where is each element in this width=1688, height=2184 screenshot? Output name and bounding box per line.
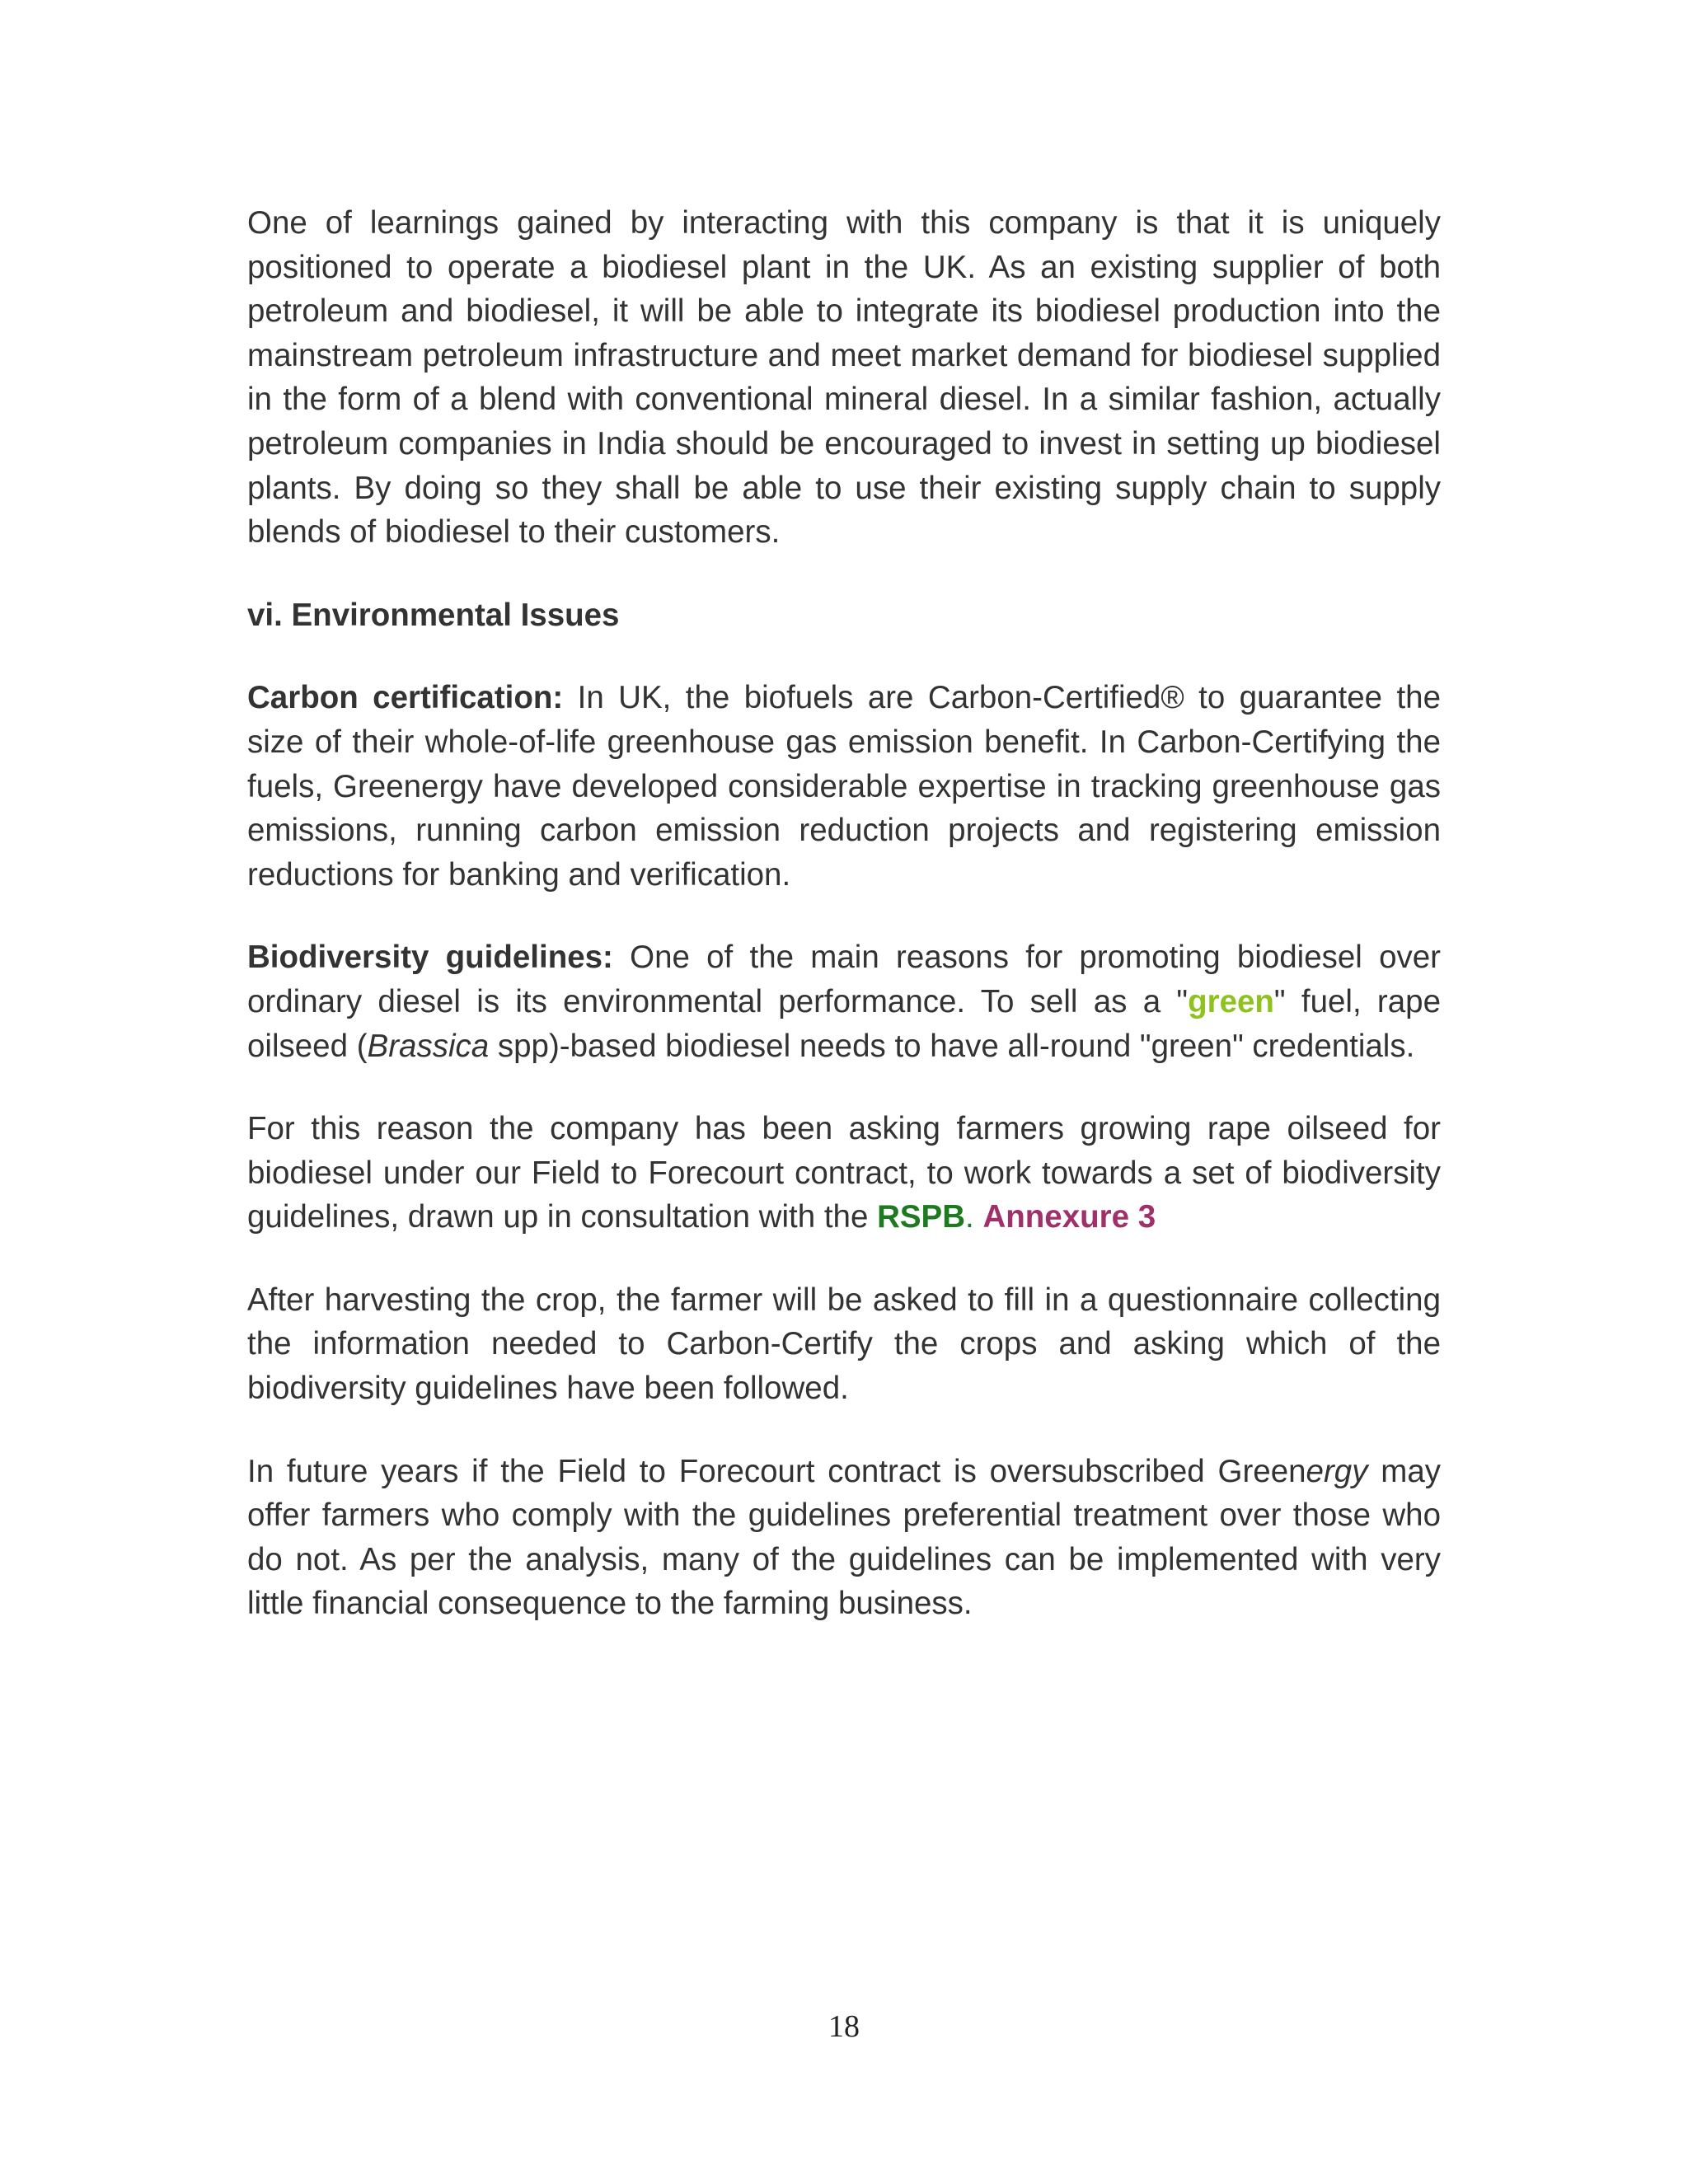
biodiversity-lead: Biodiversity guidelines: xyxy=(247,940,613,976)
biodiversity-text-before: One of the main reasons for promoting biodiesel over ordinary diesel is its environmental performance. To sell as a " xyxy=(247,940,1441,1019)
section-heading: vi. Environmental Issues xyxy=(247,597,620,633)
carbon-certification-lead: Carbon certification: xyxy=(247,680,564,716)
rspb-dot: . xyxy=(965,1199,974,1235)
page-number: 18 xyxy=(828,2009,860,2044)
paragraph-field-to-forecourt xyxy=(247,1107,1441,1240)
future-italic: ergy xyxy=(1306,1453,1368,1489)
brassica-italic: Brassica xyxy=(367,1028,490,1064)
biodiversity-text-mid: " fuel, rape oilseed ( xyxy=(247,983,1441,1064)
annexure-link[interactable]: Annexure 3 xyxy=(982,1199,1156,1235)
green-highlight-word: green xyxy=(1188,983,1274,1019)
paragraph-company-learnings: One of learnings gained by interacting with this company is that it is uniquely positioned to operate a biodiesel plant in the UK. As an existing supplier of both petroleum and biodiesel, it will be able to integrate its biodiesel production into the mainstream petroleum infrastructure and meet market demand for biodiesel supplied in the form of a blend with conventional mineral diesel. In a similar fashion, actually petroleum companies in India should be encouraged to invest in setting up biodiesel plants. By doing so they shall be able to use their existing supply chain to supply blends of biodiesel to their customers. xyxy=(247,205,1441,551)
paragraph-future-years xyxy=(247,1450,1441,1626)
page-body xyxy=(247,201,1441,1626)
biodiversity-text-after: spp)-based biodiesel needs to have all-round "green" credentials. xyxy=(489,1028,1415,1064)
future-text-after: may offer farmers who comply with the guidelines preferential treatment over those who do not. As per the analysis, many of the guidelines can be implemented with very little financial consequence to the farming business. xyxy=(247,1453,1441,1622)
paragraph-harvest-questionnaire: After harvesting the crop, the farmer will be asked to fill in a questionnaire collecting the information needed to Carbon-Certify the crops and asking which of the biodiversity guidelines have been followed. xyxy=(247,1282,1441,1407)
future-text-before: In future years if the Field to Forecourt contract is oversubscribed Green xyxy=(247,1453,1306,1489)
rspb-link[interactable]: RSPB xyxy=(877,1199,966,1235)
paragraph-biodiversity-guidelines xyxy=(247,935,1441,1068)
paragraph-carbon-certification xyxy=(247,676,1441,897)
reason-text: For this reason the company has been asking farmers growing rape oilseed for biodiesel under our Field to Forecourt contract, to work towards a set of biodiversity guidelines, drawn up in consultation with the xyxy=(247,1111,1441,1235)
carbon-certification-text: In UK, the biofuels are Carbon-Certified® to guarantee the size of their whole-of-life greenhouse gas emission benefit. In Carbon-Certifying the fuels, Greenergy have developed considerable expertise in tracking greenhouse gas emissions, running carbon emission reduction projects and registering emission reductions for banking and verification. xyxy=(247,680,1442,893)
